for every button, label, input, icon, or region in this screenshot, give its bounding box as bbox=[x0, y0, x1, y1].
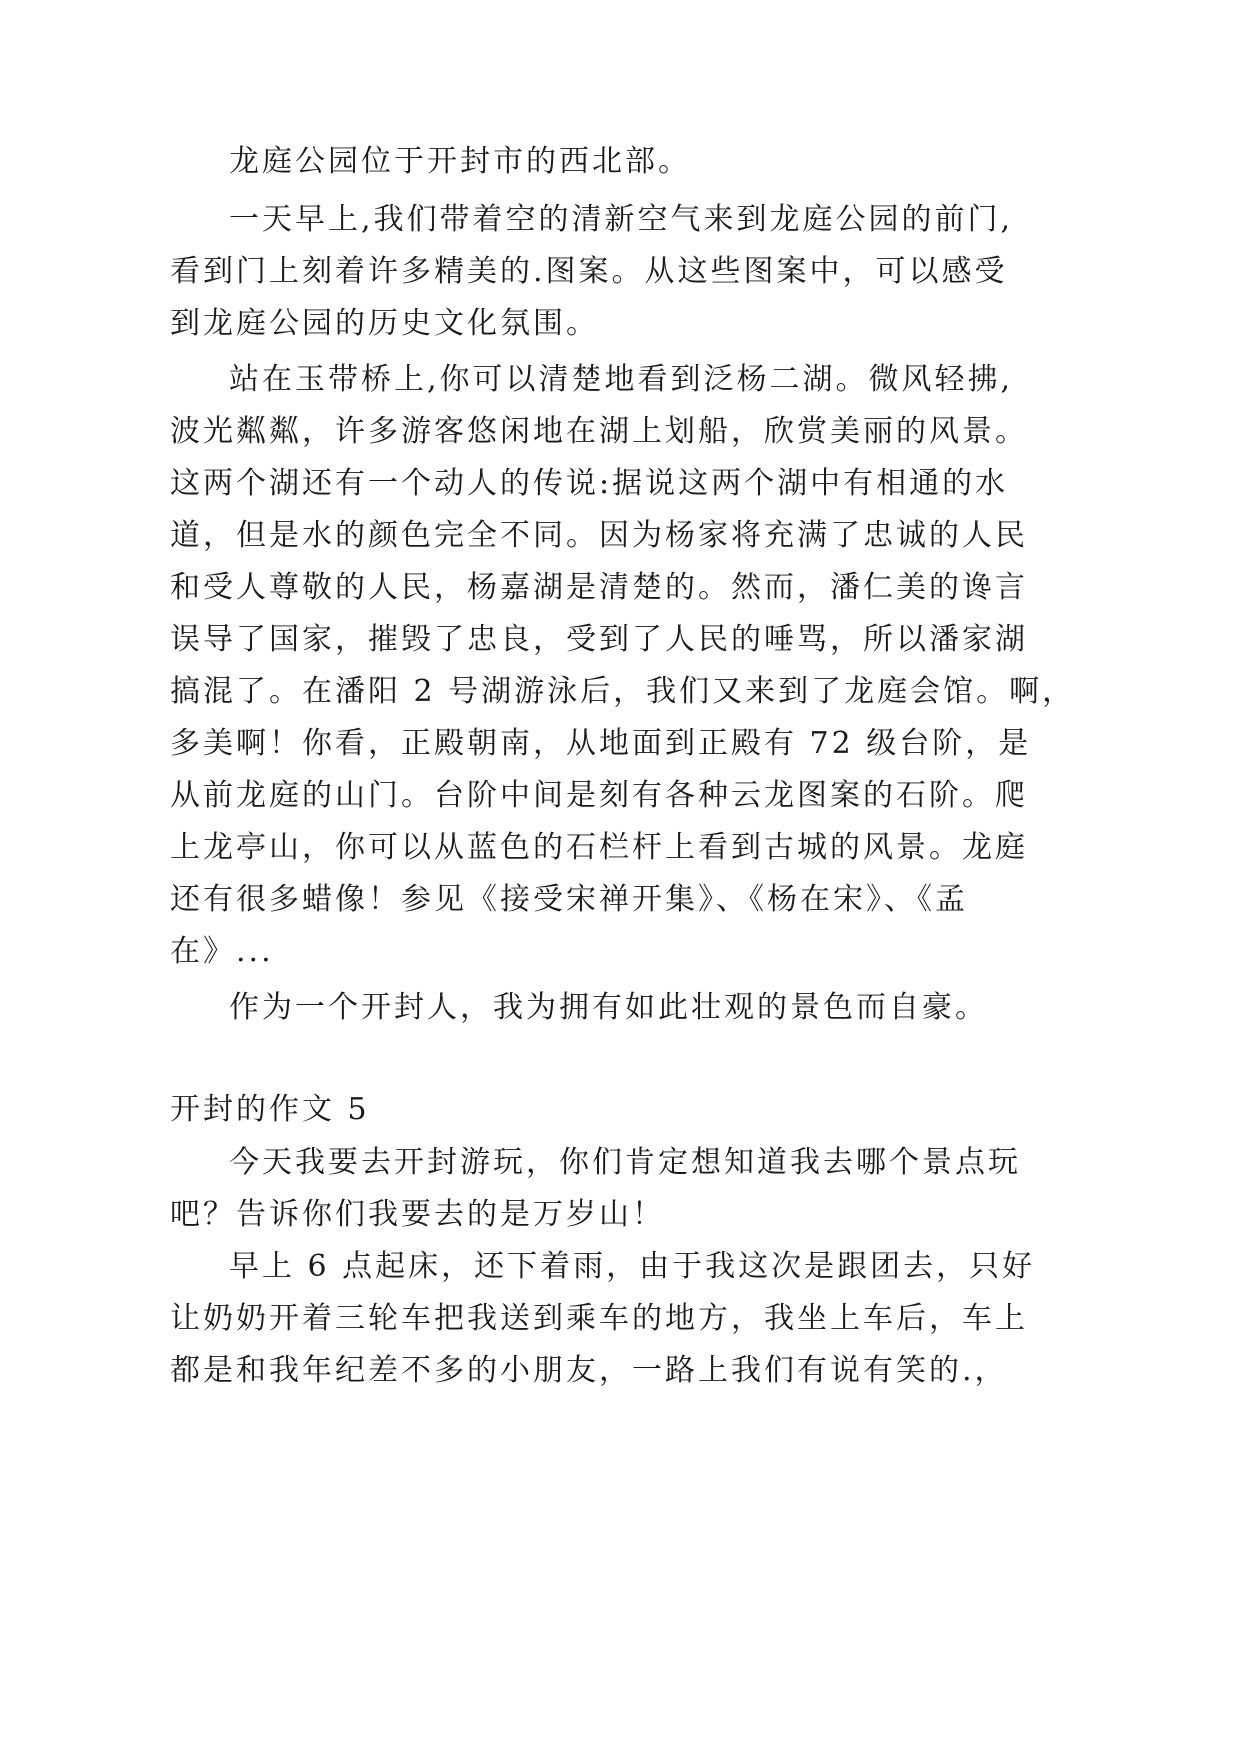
section-heading: 开封的作文 5 bbox=[170, 1092, 370, 1127]
paragraph-line: 道，但是水的颜色完全不同。因为杨家将充满了忠诚的人民 bbox=[170, 518, 1028, 553]
paragraph-line: 看到门上刻着许多精美的.图案。从这些图案中，可以感受 bbox=[170, 254, 1008, 289]
paragraph-line: 作为一个开封人，我为拥有如此壮观的景色而自豪。 bbox=[229, 990, 988, 1025]
paragraph-line: 到龙庭公园的历史文化氛围。 bbox=[170, 306, 599, 341]
paragraph-line: 还有很多蜡像！参见《接受宋禅开集》、《杨在宋》、《孟 bbox=[170, 882, 968, 917]
paragraph-line: 龙庭公园位于开封市的西北部。 bbox=[229, 144, 691, 179]
paragraph-line: 站在玉带桥上,你可以清楚地看到泛杨二湖。微风轻拂, bbox=[229, 362, 1014, 397]
paragraph-line: 这两个湖还有一个动人的传说:据说这两个湖中有相通的水 bbox=[170, 466, 1009, 501]
paragraph-line: 从前龙庭的山门。台阶中间是刻有各种云龙图案的石阶。爬 bbox=[170, 778, 1028, 813]
paragraph-line: 在》... bbox=[170, 934, 274, 969]
paragraph-line: 让奶奶开着三轮车把我送到乘车的地方，我坐上车后，车上 bbox=[170, 1301, 1028, 1336]
paragraph-line: 多美啊！你看，正殿朝南，从地面到正殿有 72 级台阶，是 bbox=[170, 726, 1032, 761]
paragraph-line: 一天早上,我们带着空的清新空气来到龙庭公园的前门, bbox=[229, 202, 1014, 237]
paragraph-line: 上龙亭山，你可以从蓝色的石栏杆上看到古城的风景。龙庭 bbox=[170, 830, 1028, 865]
paragraph-line: 今天我要去开封游玩，你们肯定想知道我去哪个景点玩 bbox=[229, 1145, 1021, 1180]
paragraph-line: 吧？告诉你们我要去的是万岁山！ bbox=[170, 1197, 665, 1232]
paragraph-line: 和受人尊敬的人民，杨嘉湖是清楚的。然而，潘仁美的谗言 bbox=[170, 570, 1028, 605]
paragraph-line: 都是和我年纪差不多的小朋友，一路上我们有说有笑的.， bbox=[170, 1353, 1008, 1388]
paragraph-line: 搞混了。在潘阳 2 号湖游泳后，我们又来到了龙庭会馆。啊， bbox=[170, 674, 1076, 709]
paragraph-line: 误导了国家，摧毁了忠良，受到了人民的唾骂，所以潘家湖 bbox=[170, 622, 1028, 657]
paragraph-line: 早上 6 点起床，还下着雨，由于我这次是跟团去，只好 bbox=[229, 1249, 1036, 1284]
paragraph-line: 波光粼粼，许多游客悠闲地在湖上划船，欣赏美丽的风景。 bbox=[170, 414, 1028, 449]
